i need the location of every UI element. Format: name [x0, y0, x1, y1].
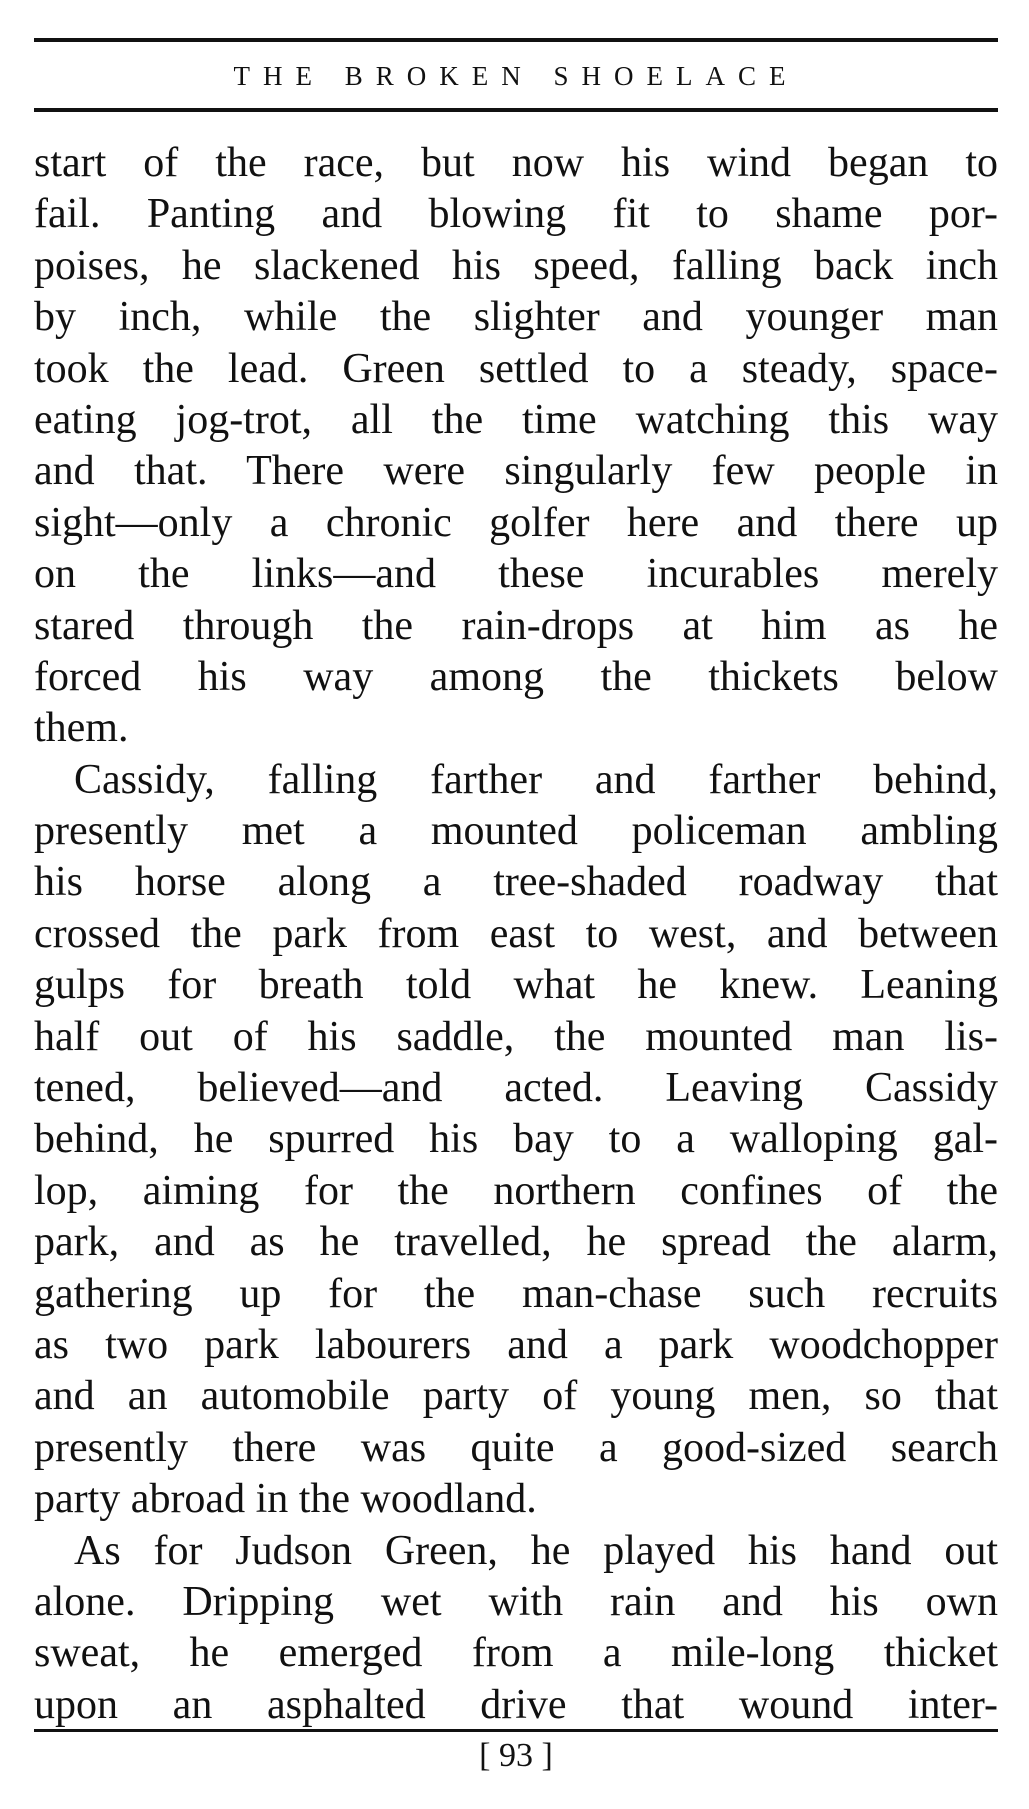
text-line: sweat, he emerged from a mile-long thicket — [34, 1630, 998, 1677]
text-line: tened, believed—and acted. Leaving Cassidy — [34, 1065, 998, 1112]
text-line: alone. Dripping wet with rain and his own — [34, 1578, 998, 1625]
text-line: on the links—and these incurables merely — [34, 551, 998, 598]
text-line: crossed the park from east to west, and between — [34, 910, 998, 957]
text-line: by inch, while the slighter and younger man — [34, 294, 998, 341]
paragraph — [34, 1526, 998, 1732]
text-line: fail. Panting and blowing fit to shame por- — [34, 191, 998, 238]
text-line: poises, he slackened his speed, falling back inch — [34, 242, 998, 289]
text-line: took the lead. Green settled to a steady, space- — [34, 345, 998, 392]
header-bottom-rule — [34, 108, 998, 112]
text-line: as two park labourers and a park woodchopper — [34, 1321, 998, 1368]
page-number: [ 93 ] — [479, 1737, 553, 1774]
text-line: stared through the rain-drops at him as he — [34, 602, 998, 649]
body-text — [34, 138, 998, 1731]
paragraph — [34, 755, 998, 1526]
footer-rule — [34, 1729, 998, 1732]
text-line: lop, aiming for the northern confines of the — [34, 1167, 998, 1214]
text-line: gathering up for the man-chase such recruits — [34, 1270, 998, 1317]
text-line: eating jog-trot, all the time watching this way — [34, 396, 998, 443]
text-line: and that. There were singularly few people in — [34, 448, 998, 495]
text-line: sight—only a chronic golfer here and there up — [34, 499, 998, 546]
paragraph — [34, 138, 998, 755]
text-line: start of the race, but now his wind began to — [34, 140, 998, 186]
text-line: behind, he spurred his bay to a walloping gal- — [34, 1116, 998, 1163]
text-line: As for Judson Green, he played his hand out — [74, 1527, 998, 1574]
text-line: gulps for breath told what he knew. Leaning — [34, 962, 998, 1009]
running-head: THE BROKEN SHOELACE — [233, 61, 799, 91]
text-line: Cassidy, falling farther and farther behind, — [74, 756, 998, 803]
text-line: and an automobile party of young men, so that — [34, 1373, 998, 1420]
text-line: park, and as he travelled, he spread the alarm, — [34, 1219, 998, 1266]
text-line: them. — [34, 705, 129, 752]
text-line: party abroad in the woodland. — [34, 1476, 537, 1523]
text-line: upon an asphalted drive that wound inter- — [34, 1681, 998, 1728]
text-line: presently met a mounted policeman ambling — [34, 808, 998, 855]
text-line: half out of his saddle, the mounted man lis- — [34, 1013, 998, 1060]
text-line: presently there was quite a good-sized search — [34, 1424, 998, 1471]
text-line: forced his way among the thickets below — [34, 653, 998, 700]
text-line: his horse along a tree-shaded roadway that — [34, 859, 998, 906]
header-top-rule — [34, 38, 998, 42]
